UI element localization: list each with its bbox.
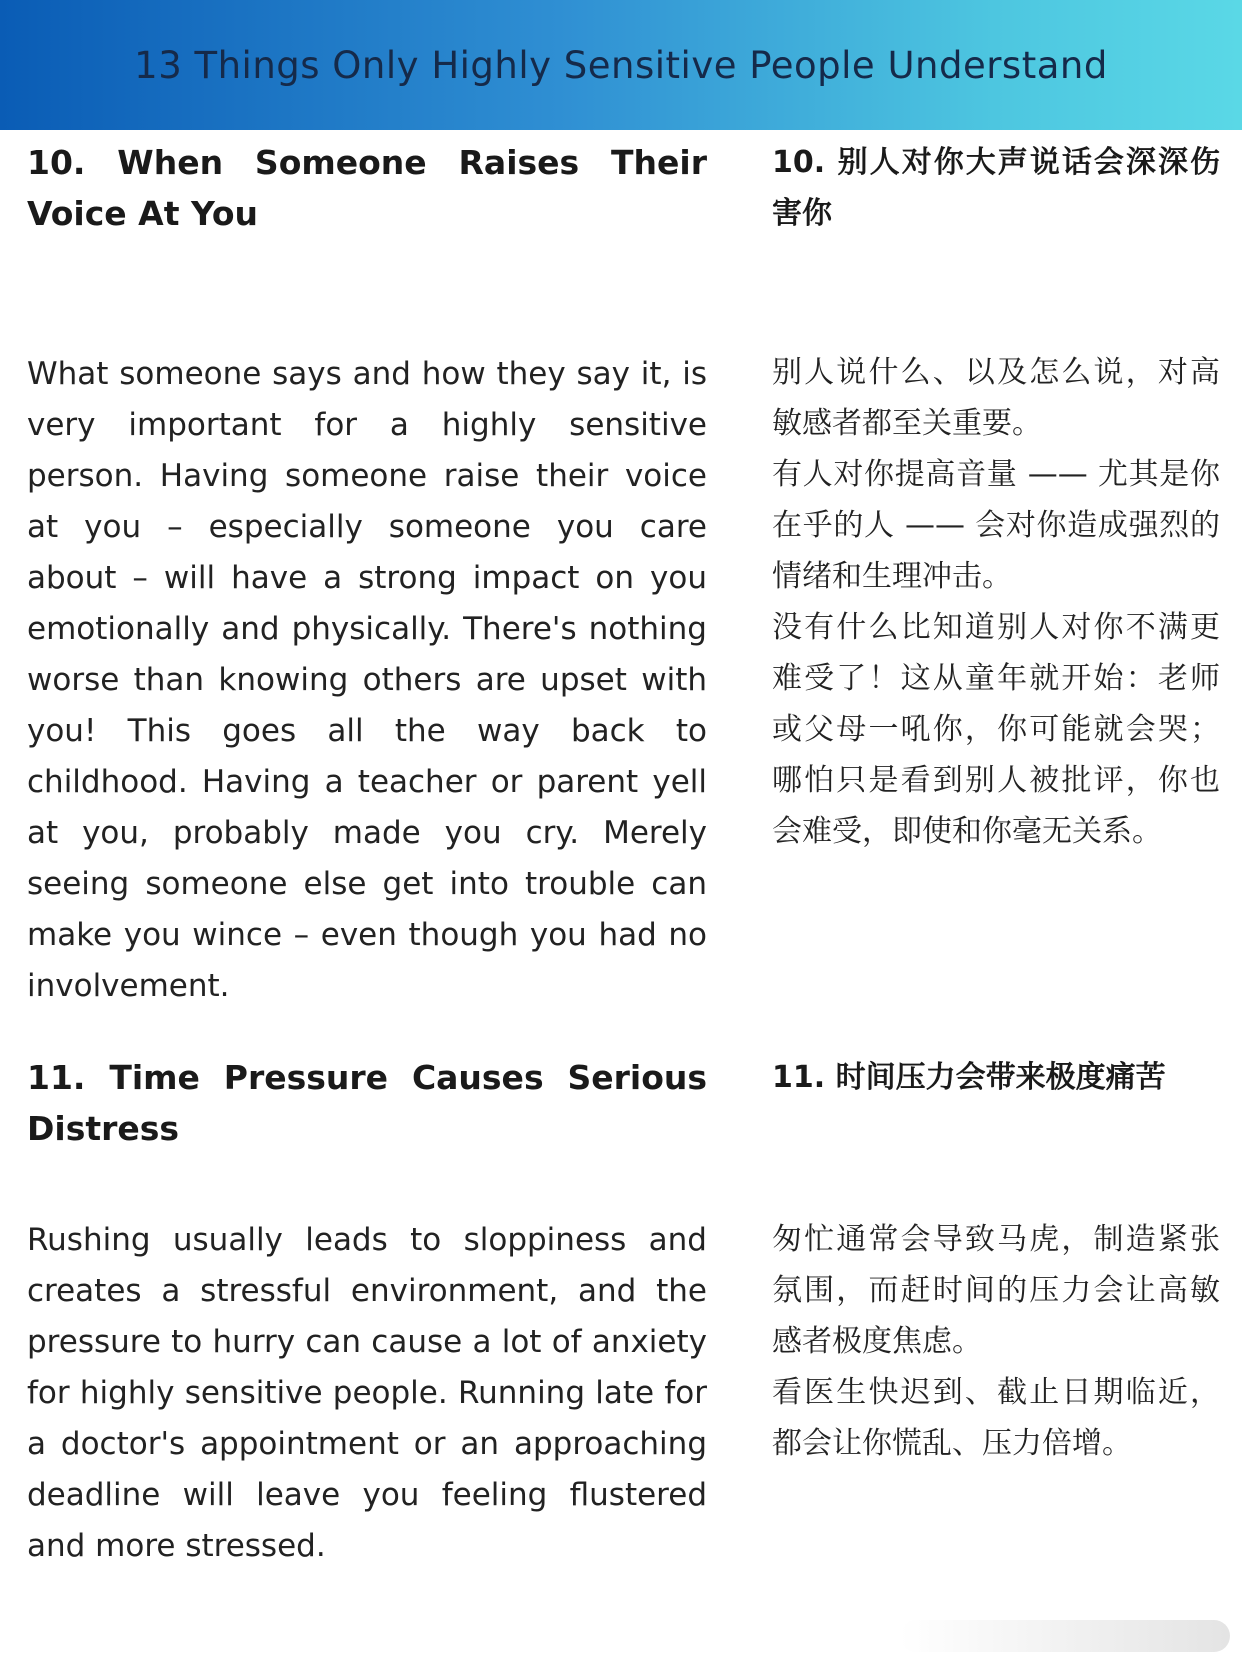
section-11-heading-en: 11. Time Pressure Causes Serious Distress — [27, 1058, 707, 1148]
section-10-heading-zh: 10. 别人对你大声说话会深深伤害你 — [772, 145, 1220, 231]
section-11-paragraph-zh-2: 看医生快迟到、截止日期临近，都会让你慌乱、压力倍增。 — [772, 1375, 1220, 1461]
section-10-paragraph-zh-2: 有人对你提高音量 —— 尤其是你在乎的人 —— 会对你造成强烈的情绪和生理冲击。 — [772, 457, 1220, 594]
page-title: 13 Things Only Highly Sensitive People Understand — [134, 43, 1108, 87]
section-10-heading-en: 10. When Someone Raises Their Voice At You — [27, 143, 707, 233]
section-11-body-zh — [772, 1214, 1220, 1469]
section-11-paragraph-zh-1: 匆忙通常会导致马虎，制造紧张氛围，而赶时间的压力会让高敏感者极度焦虑。 — [772, 1222, 1220, 1359]
title-banner — [0, 0, 1242, 130]
section-11-heading-zh: 11. 时间压力会带来极度痛苦 — [772, 1060, 1166, 1095]
section-10-body-en: What someone says and how they say it, is very important for a highly sensitive person. Having someone raise their voice at you – especially someone you care about – will have a strong impact on you emotionally and physically. There's nothing worse than knowing others are upset with you! This goes all the way back to childhood. Having a teacher or parent yell at you, probably made you cry. Merely seeing someone else get into trouble can make you wince – even though you had no involvement. — [27, 356, 707, 1004]
section-10-body-zh — [772, 347, 1220, 857]
section-11-body-en: Rushing usually leads to sloppiness and creates a stressful environment, and the pressure to hurry can cause a lot of anxiety for highly sensitive people. Running late for a doctor's appointment or an approaching deadline will leave you feeling flustered and more stressed. — [27, 1222, 707, 1564]
section-10-paragraph-zh-3: 没有什么比知道别人对你不满更难受了！这从童年就开始：老师或父母一吼你，你可能就会哭；哪怕只是看到别人被批评，你也会难受，即使和你毫无关系。 — [772, 610, 1220, 849]
section-10-paragraph-zh-1: 别人说什么、以及怎么说，对高敏感者都至关重要。 — [772, 355, 1220, 441]
watermark-overlay — [900, 1620, 1230, 1652]
